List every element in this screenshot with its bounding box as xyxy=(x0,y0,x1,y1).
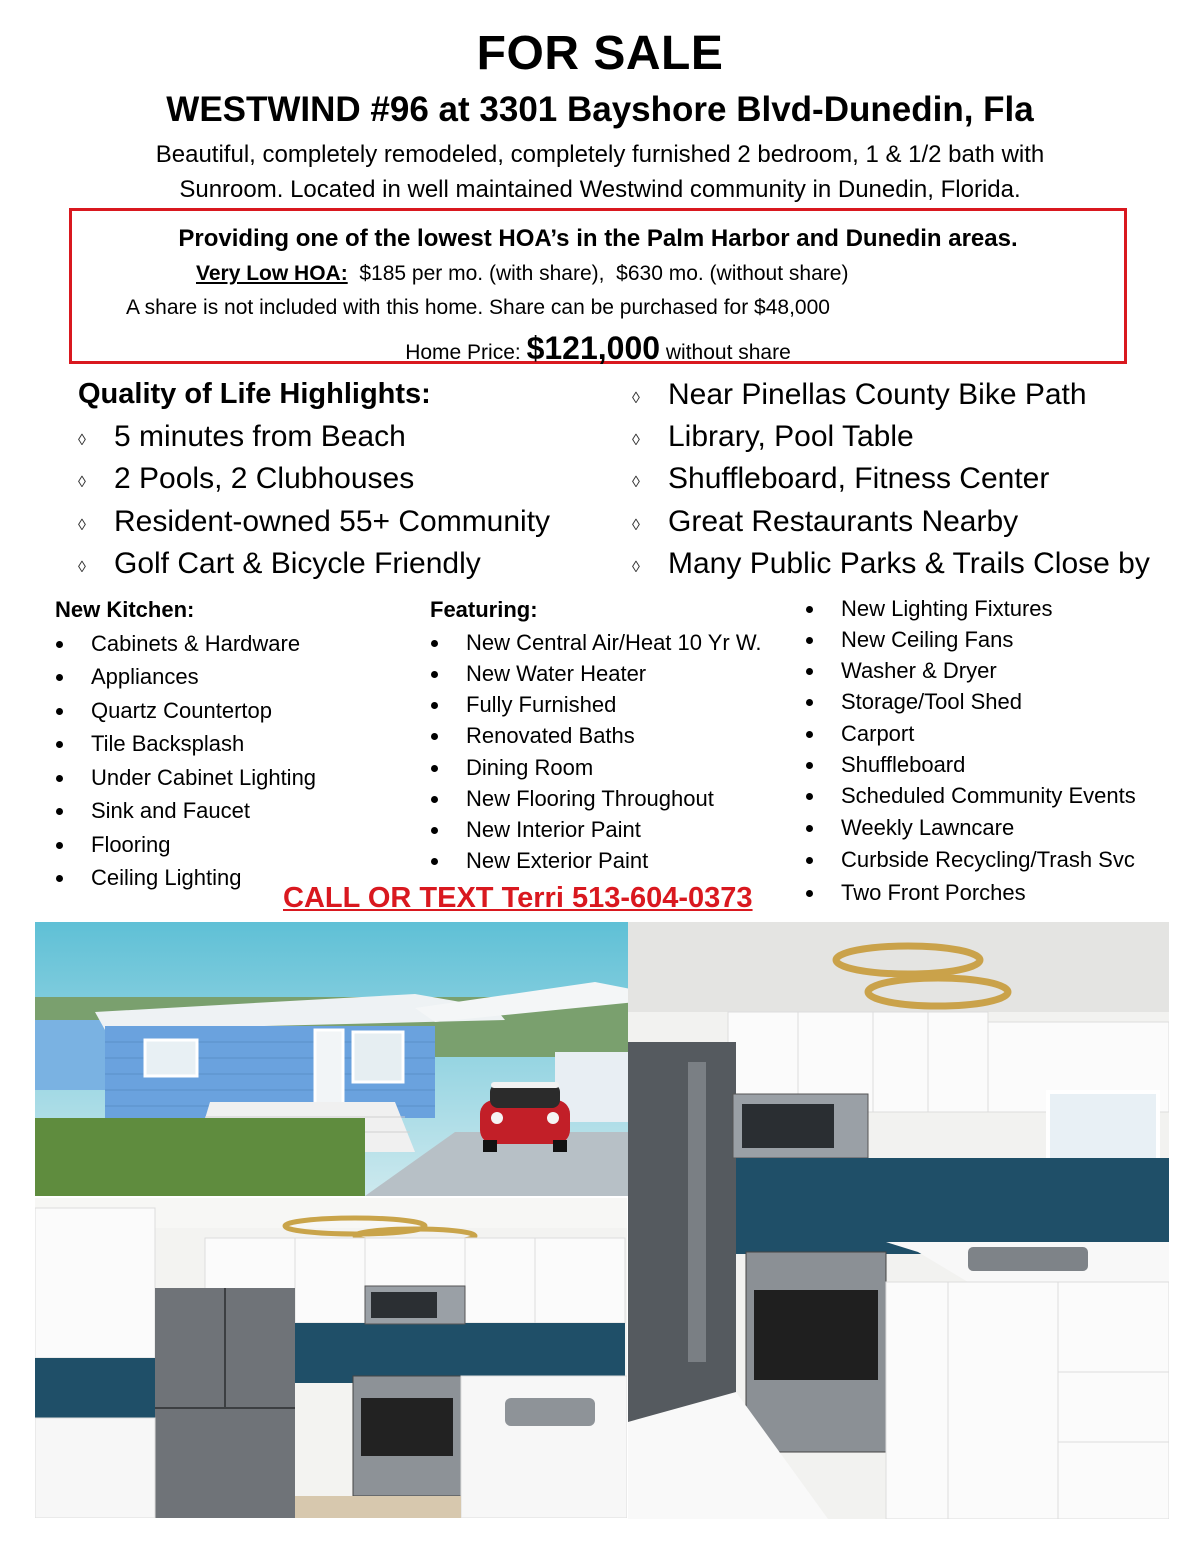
bullet-icon xyxy=(806,890,813,897)
diamond-bullet-icon: ◊ xyxy=(78,559,86,576)
bullet-icon xyxy=(56,842,63,849)
bullet-icon xyxy=(806,699,813,706)
kitchen-photo-2 xyxy=(628,922,1169,1519)
bullet-icon xyxy=(431,733,438,740)
hoa-headline: Providing one of the lowest HOA’s in the Palm Harbor and Dunedin areas. xyxy=(178,225,1018,252)
diamond-bullet-icon: ◊ xyxy=(78,474,86,491)
bullet-icon xyxy=(431,796,438,803)
bullet-icon xyxy=(56,875,63,882)
bullet-icon xyxy=(806,731,813,738)
bullet-icon xyxy=(56,708,63,715)
hoa-fees-line xyxy=(196,262,848,286)
bullet-icon xyxy=(56,641,63,648)
price-suffix: without share xyxy=(660,341,791,364)
hoa-label: Very Low HOA: xyxy=(196,262,348,285)
bullet-icon xyxy=(806,762,813,769)
bullet-icon xyxy=(806,857,813,864)
property-address: WESTWIND #96 at 3301 Bayshore Blvd-Dunedin, Fla xyxy=(166,90,1034,129)
diamond-bullet-icon: ◊ xyxy=(632,517,640,534)
bullet-icon xyxy=(806,606,813,613)
bullet-icon xyxy=(431,765,438,772)
home-price: $121,000 xyxy=(526,330,661,366)
price-prefix: Home Price: xyxy=(405,341,527,364)
diamond-bullet-icon: ◊ xyxy=(78,432,86,449)
kitchen-photo-1 xyxy=(35,1198,627,1518)
share-note: A share is not included with this home. Share can be purchased for $48,000 xyxy=(126,296,830,319)
diamond-bullet-icon: ◊ xyxy=(632,432,640,449)
bullet-icon xyxy=(806,825,813,832)
bullet-icon xyxy=(806,637,813,644)
diamond-bullet-icon: ◊ xyxy=(632,559,640,576)
bullet-icon xyxy=(806,793,813,800)
bullet-icon xyxy=(431,640,438,647)
house-exterior-photo xyxy=(35,922,636,1196)
hoa-fees: $185 per mo. (with share), $630 mo. (without share) xyxy=(347,262,849,285)
bullet-icon xyxy=(806,668,813,675)
diamond-bullet-icon: ◊ xyxy=(632,390,640,407)
bullet-icon xyxy=(431,858,438,865)
bullet-icon xyxy=(431,702,438,709)
home-price-line xyxy=(69,330,1127,367)
bullet-icon xyxy=(56,775,63,782)
diamond-bullet-icon: ◊ xyxy=(78,517,86,534)
featuring-title: Featuring: xyxy=(430,597,538,622)
bullet-icon xyxy=(56,674,63,681)
highlights-title: Quality of Life Highlights: xyxy=(78,378,431,410)
contact-call-to-action[interactable]: CALL OR TEXT Terri 513-604-0373 xyxy=(283,882,753,914)
diamond-bullet-icon: ◊ xyxy=(632,474,640,491)
intro-line-1: Beautiful, completely remodeled, completely furnished 2 bedroom, 1 & 1/2 bath with xyxy=(155,141,1045,168)
bullet-icon xyxy=(431,671,438,678)
kitchen-title: New Kitchen: xyxy=(55,597,195,622)
intro-line-2: Sunroom. Located in well maintained Westwind community in Dunedin, Florida. xyxy=(179,176,1021,203)
bullet-icon xyxy=(56,741,63,748)
bullet-icon xyxy=(431,827,438,834)
page-title: FOR SALE xyxy=(476,27,724,80)
bullet-icon xyxy=(56,808,63,815)
